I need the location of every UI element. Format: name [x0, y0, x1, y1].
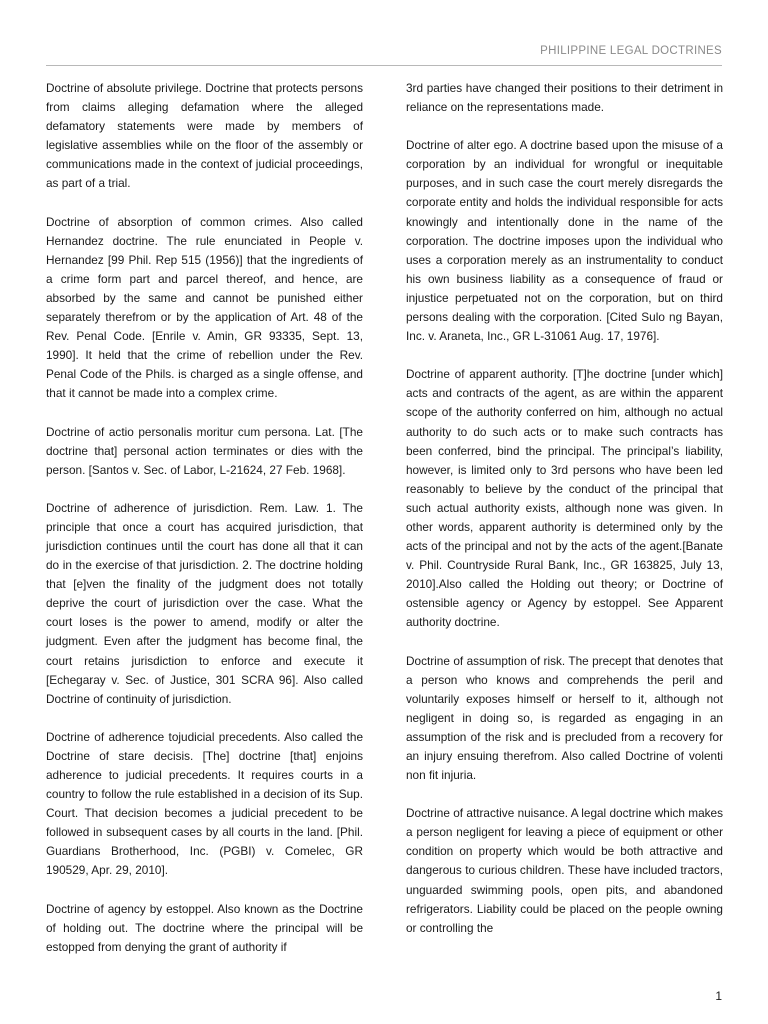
right-column — [406, 79, 723, 957]
doctrine-entry-absorption-common-crimes: Doctrine of absorption of common crimes. Also called Hernandez doctrine. The rule enunciated in People v. Hernandez [99 Phil. Rep 515 (1956)] that the ingredients of a crime form part and parcel thereof, and hence, are absorbed by the same and cannot be punished either separately therefrom or by the application of Art. 48 of the Rev. Penal Code. [Enrile v. Amin, GR 93335, Sept. 13, 1990]. It held that the crime of rebellion under the Rev. Penal Code of the Phils. is charged as a single offense, and that it cannot be made into a complex crime. — [46, 214, 363, 401]
page-number: 1 — [715, 989, 722, 1003]
doctrine-entry-agency-estoppel-continued: 3rd parties have changed their positions to their detriment in reliance on the representations made. — [406, 81, 723, 115]
doctrine-entry-apparent-authority: Doctrine of apparent authority. [T]he doctrine [under which] acts and contracts of the agent, as are within the apparent scope of the authority conferred on him, although no actual authority to do such acts or to make such contracts has been conferred, bind the principal. The principal’s liability, however, is limited only to 3rd persons who have been led reasonably to believe by the conduct of the principal that such actual authority exists, although none was given. In other words, apparent authority is determined only by the acts of the principal and not by the acts of the agent.[Banate v. Phil. Countryside Rural Bank, Inc., GR 163825, July 13, 2010].Also called the Holding out theory; or Doctrine of ostensible agency or Agency by estoppel. See Apparent authority doctrine. — [406, 367, 723, 630]
doctrine-entry-absolute-privilege: Doctrine of absolute privilege. Doctrine that protects persons from claims alleging defamation where the alleged defamatory statements were made by members of legislative assemblies while on the floor of the assembly or communications made in the context of judicial proceedings, as part of a trial. — [46, 81, 363, 191]
doctrine-entry-attractive-nuisance: Doctrine of attractive nuisance. A legal doctrine which makes a person negligent for leaving a piece of equipment or other condition on property which would be both attractive and dangerous to curious children. These have included tractors, unguarded swimming pools, open pits, and abandoned refrigerators. Liability could be placed on the people owning or controlling the — [406, 806, 723, 935]
doctrine-entry-actio-personalis: Doctrine of actio personalis moritur cum persona. Lat. [The doctrine that] personal action terminates or dies with the person. [Santos v. Sec. of Labor, L-21624, 27 Feb. 1968]. — [46, 424, 363, 477]
doctrine-entry-adherence-precedents: Doctrine of adherence tojudicial precedents. Also called the Doctrine of stare decisis. [The] doctrine [that] enjoins adherence to judicial precedents. It requires courts in a country to follow the rule established in a decision of its Sup. Court. That decision becomes a judicial precedent to be followed in subsequent cases by all courts in the land. [Phil. Guardians Brotherhood, Inc. (PGBI) v. Comelec, GR 190529, Apr. 29, 2010]. — [46, 729, 363, 878]
doctrine-entry-adherence-jurisdiction: Doctrine of adherence of jurisdiction. Rem. Law. 1. The principle that once a court has acquired jurisdiction, that jurisdiction continues until the court has done all that it can do in the exercise of that jurisdiction. 2. The doctrine holding that [e]ven the finality of the judgment does not totally deprive the court of jurisdiction over the case. What the court loses is the power to amend, modify or alter the judgment. Even after the judgment has become final, the court retains jurisdiction to enforce and execute it [Echegaray v. Sec. of Justice, 301 SCRA 96]. Also called Doctrine of continuity of jurisdiction. — [46, 500, 363, 706]
doctrine-entry-assumption-risk: Doctrine of assumption of risk. The precept that denotes that a person who knows and comprehends the peril and voluntarily exposes himself or herself to it, although not negligent in doing so, is regarded as engaging in an assumption of the risk and is precluded from a recovery for an injury ensuing therefrom. Also called Doctrine of volenti non fit injuria. — [406, 653, 723, 783]
header-divider — [46, 65, 722, 66]
doctrine-entry-alter-ego: Doctrine of alter ego. A doctrine based upon the misuse of a corporation by an individual for wrongful or inequitable purposes, and in such case the court merely disregards the corporate entity and holds the individual responsible for acts knowingly and intentionally done in the name of the corporation. The doctrine imposes upon the individual who uses a corporation merely as an instrumentality to conduct his own business liability as a consequence of fraud or injustice perpetuated not on the corporation, but on third persons dealing with the corporation. [Cited Sulo ng Bayan, Inc. v. Araneta, Inc., GR L-31061 Aug. 17, 1976]. — [406, 138, 723, 344]
left-column — [46, 79, 363, 976]
running-header-title: PHILIPPINE LEGAL DOCTRINES — [540, 45, 722, 57]
doctrine-entry-agency-estoppel: Doctrine of agency by estoppel. Also known as the Doctrine of holding out. The doctrine where the principal will be estopped from denying the grant of authority if — [46, 901, 363, 954]
